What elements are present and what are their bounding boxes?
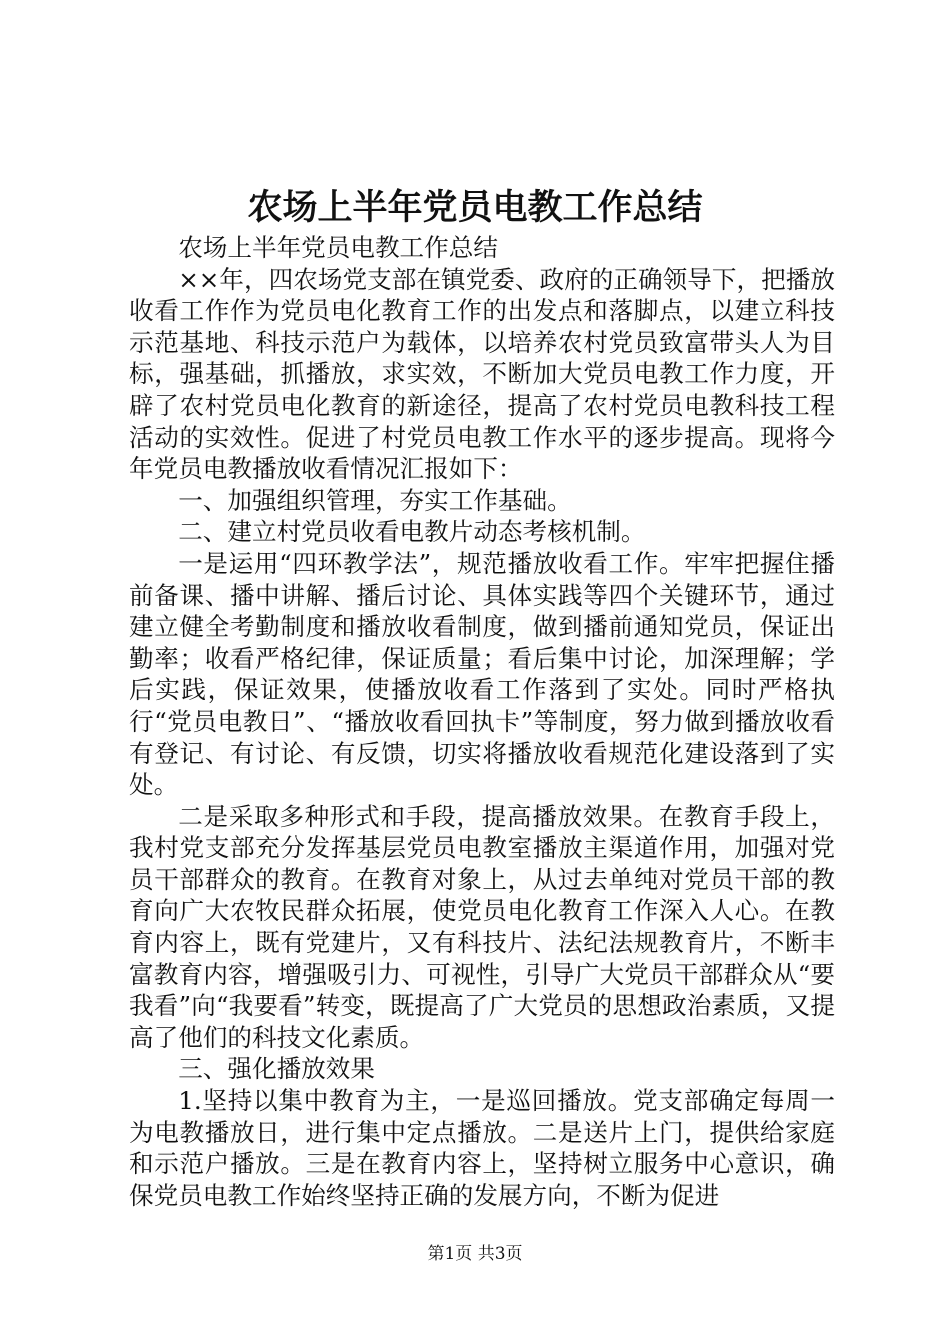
paragraph-intro: ××年，四农场党支部在镇党委、政府的正确领导下，把播放收看工作作为党员电化教育工作的出发点和落脚点，以建立科技示范基地、科技示范户为载体，以培养农村党员致富带头人为目标，强基础，抓播放，求实效，不断加大党员电教工作力度，开辟了农村党员电化教育的新途径，提高了农村党员电教科技工程活动的实效性。促进了村党员电教工作水平的逐步提高。现将今年党员电教播放收看情况汇报如下：: [129, 264, 835, 484]
document-body: [129, 232, 835, 1211]
paragraph-heading-3: 三、强化播放效果: [178, 1054, 375, 1084]
document-title: 农场上半年党员电教工作总结: [247, 187, 703, 228]
paragraph-point-3: 1.坚持以集中教育为主，一是巡回播放。党支部确定每周一为电教播放日，进行集中定点播放。二是送片上门，提供给家庭和示范户播放。三是在教育内容上，坚持树立服务中心意识，确保党员电教工作始终坚持正确的发展方向，不断为促进: [129, 1086, 835, 1210]
page-number: 第1页 共3页: [427, 1244, 523, 1264]
paragraph-point-1: 一是运用“四环教学法”，规范播放收看工作。牢牢把握住播前备课、播中讲解、播后讨论、具体实践等四个关键环节，通过建立健全考勤制度和播放收看制度，做到播前通知党员，保证出勤率；收看严格纪律，保证质量；看后集中讨论，加深理解；学后实践，保证效果，使播放收看工作落到了实处。同时严格执行“党员电教日”、“播放收看回执卡”等制度，努力做到播放收看有登记、有讨论、有反馈，切实将播放收看规范化建设落到了实处。: [129, 548, 835, 800]
paragraph-heading-1: 一、加强组织管理，夯实工作基础。: [178, 485, 572, 515]
paragraph-point-2: 二是采取多种形式和手段，提高播放效果。在教育手段上，我村党支部充分发挥基层党员电教室播放主渠道作用，加强对党员干部群众的教育。在教育对象上，从过去单纯对党员干部的教育向广大农牧民群众拓展，使党员电化教育工作深入人心。在教育内容上，既有党建片，又有科技片、法纪法规教育片，不断丰富教育内容，增强吸引力、可视性，引导广大党员干部群众从“要我看”向“我要看”转变，既提高了广大党员的思想政治素质，又提高了他们的科技文化素质。: [129, 801, 835, 1052]
paragraph-subtitle: 农场上半年党员电教工作总结: [178, 233, 498, 262]
paragraph-heading-2: 二、建立村党员收看电教片动态考核机制。: [178, 517, 646, 547]
